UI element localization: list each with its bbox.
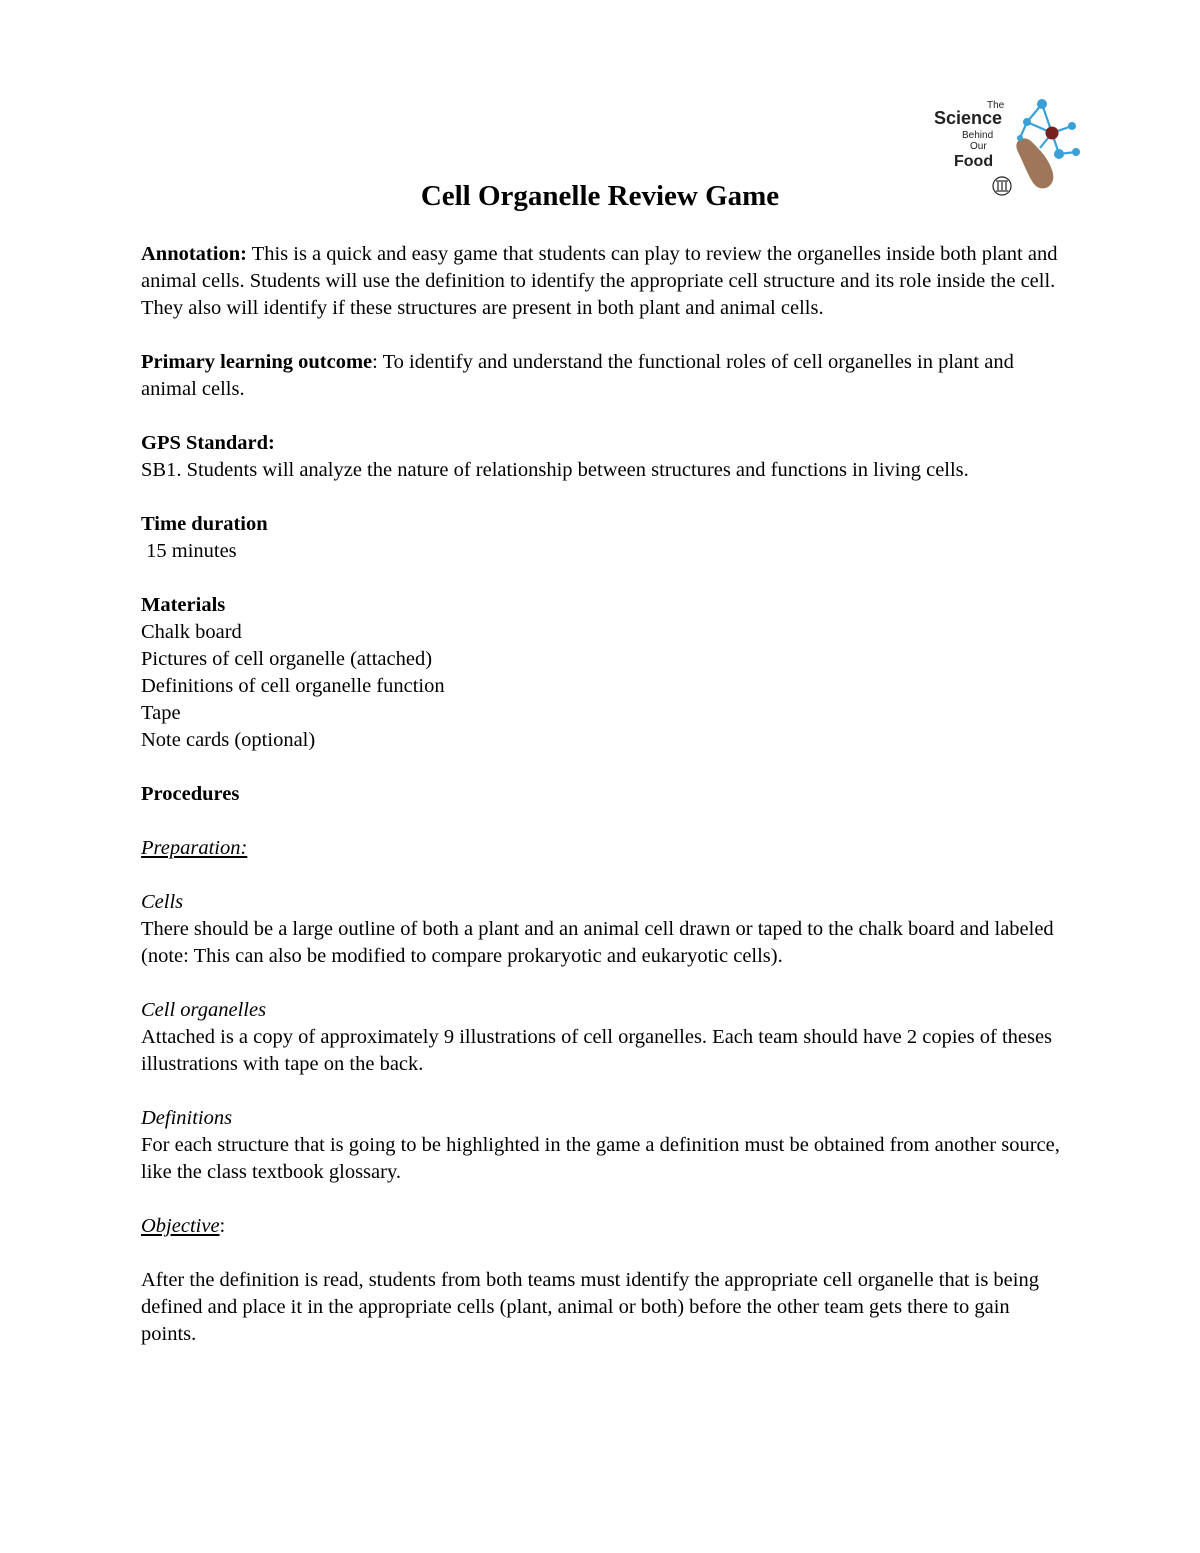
annotation-text: This is a quick and easy game that students can play to review the organelles inside both plant and animal cells. Students will use the definition to identify the appropriate cell structure and its role inside the cell. They also will identify if these structures are present in both plant and animal cells. xyxy=(141,243,1058,319)
objective-text: After the definition is read, students from both teams must identify the appropriate cell organelle that is being defined and place it in the appropriate cells (plant, animal or both) before the other team gets there to gain points. xyxy=(141,1269,1039,1345)
annotation-label: Annotation: xyxy=(141,243,247,265)
logo-text-behind: Behind xyxy=(962,130,994,141)
objective-label: Objective xyxy=(141,1215,220,1237)
materials-item: Note cards (optional) xyxy=(141,729,316,751)
annotation-paragraph xyxy=(141,241,1061,322)
organelles-label: Cell organelles xyxy=(141,999,267,1021)
logo-text-science: Science xyxy=(934,108,1003,128)
logo-text-the: The xyxy=(987,100,1005,111)
definitions-label: Definitions xyxy=(141,1107,233,1129)
logo-text-food: Food xyxy=(954,153,994,170)
procedures-label: Procedures xyxy=(141,783,240,805)
materials-item: Tape xyxy=(141,702,181,724)
objective-colon: : xyxy=(219,1215,226,1237)
cells-label: Cells xyxy=(141,891,184,913)
materials-item: Pictures of cell organelle (attached) xyxy=(141,648,433,670)
gps-text: SB1. Students will analyze the nature of relationship between structures and functions in living cells. xyxy=(141,459,969,481)
document-body xyxy=(141,241,1061,1348)
materials-label: Materials xyxy=(141,594,226,616)
gps-label: GPS Standard: xyxy=(141,432,275,454)
outcome-label: Primary learning outcome xyxy=(141,351,373,373)
outcome-text: : To identify and understand the functional roles of cell organelles in plant and animal cells. xyxy=(141,351,1014,400)
organelles-text: Attached is a copy of approximately 9 illustrations of cell organelles. Each team should have 2 copies of theses illustrations with tape on the back. xyxy=(141,1026,1053,1075)
time-text: 15 minutes xyxy=(141,540,237,562)
logo-text-our: Our xyxy=(970,141,987,152)
document-title: Cell Organelle Review Game xyxy=(420,180,780,212)
materials-item: Definitions of cell organelle function xyxy=(141,675,445,697)
preparation-label: Preparation: xyxy=(141,837,248,859)
materials-item: Chalk board xyxy=(141,621,242,643)
outcome-paragraph xyxy=(141,349,1061,403)
definitions-text: For each structure that is going to be highlighted in the game a definition must be obtained from another source, like the class textbook glossary. xyxy=(141,1134,1060,1183)
time-label: Time duration xyxy=(141,513,268,535)
cells-text: There should be a large outline of both a plant and an animal cell drawn or taped to the chalk board and labeled (note: This can also be modified to compare prokaryotic and eukaryotic cells). xyxy=(141,918,1054,967)
